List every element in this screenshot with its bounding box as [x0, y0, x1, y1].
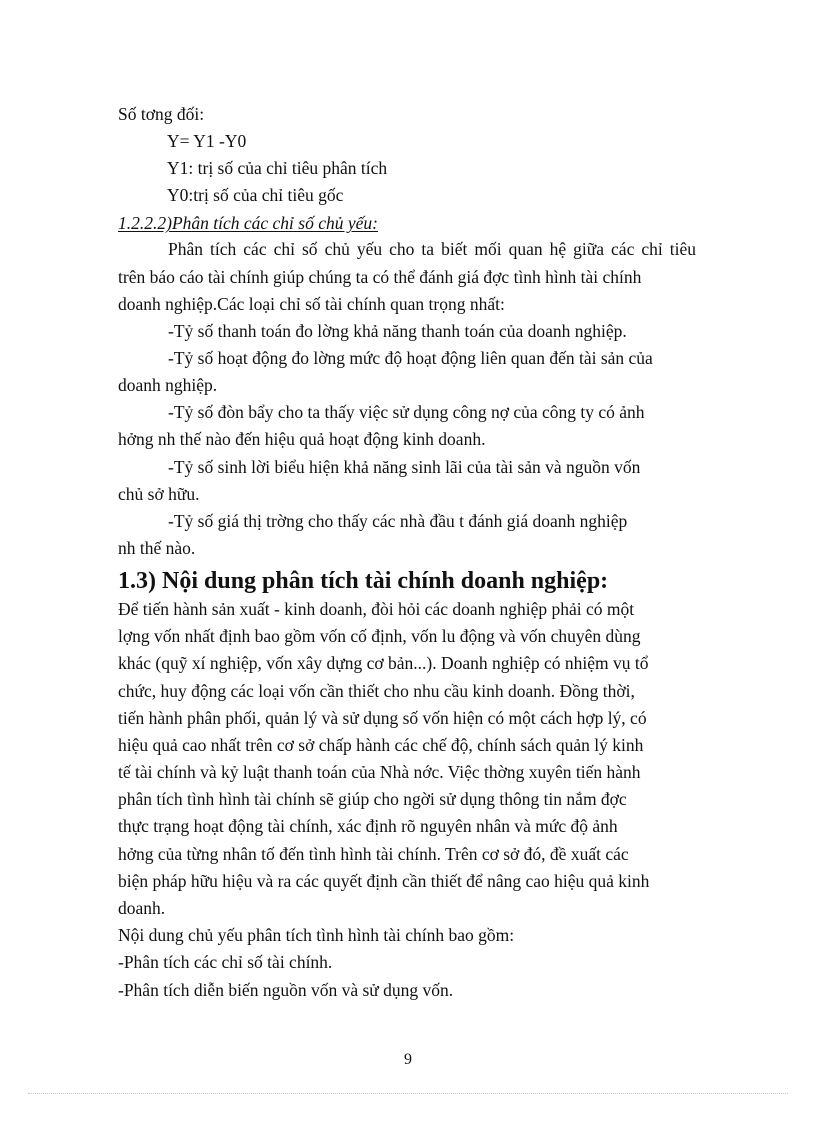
list-item: -Phân tích diễn biến nguồn vốn và sử dụng vốn. — [118, 980, 454, 1000]
bullet-market-ratio-cont: nh thế nào. — [118, 538, 196, 558]
formula-equation: Y= Y1 -Y0 — [167, 131, 247, 151]
intro-line-3: doanh nghiệp.Các loại chỉ số tài chính quan trọng nhất: — [118, 294, 505, 314]
formula-y1-definition: Y1: trị số của chỉ tiêu phân tích — [167, 158, 388, 178]
paragraph-line-1: Để tiến hành sản xuất - kinh doanh, đòi hỏi các doanh nghiệp phải có một — [118, 599, 635, 619]
paragraph-line-6: hiệu quả cao nhất trên cơ sở chấp hành các chế độ, chính sách quản lý kinh — [118, 735, 644, 755]
paragraph-line-11: biện pháp hữu hiệu và ra các quyết định cần thiết để nâng cao hiệu quả kinh — [118, 871, 650, 891]
paragraph-line-8: phân tích tình hình tài chính sẽ giúp cho ngời sử dụng thông tin nắm đợc — [118, 789, 627, 809]
paragraph-line-2: lợng vốn nhất định bao gồm vốn cố định, vốn lu động và vốn chuyên dùng — [118, 626, 641, 646]
paragraph-line-5: tiến hành phân phối, quản lý và sử dụng số vốn hiện có một cách hợp lý, có — [118, 708, 647, 728]
formula-label: Số tơng đối: — [118, 104, 205, 124]
bullet-leverage-ratio: -Tỷ số đòn bẩy cho ta thấy việc sử dụng công nợ của công ty có ảnh — [168, 402, 645, 422]
summary-line: Nội dung chủ yếu phân tích tình hình tài chính bao gồm: — [118, 925, 515, 945]
paragraph-line-9: thực trạng hoạt động tài chính, xác định rõ nguyên nhân và mức độ ảnh — [118, 816, 618, 836]
intro-line-2: trên báo cáo tài chính giúp chúng ta có thể đánh giá đợc tình hình tài chính — [118, 267, 642, 287]
bullet-profitability-ratio: -Tỷ số sinh lời biểu hiện khả năng sinh lãi của tài sản và nguồn vốn — [168, 457, 641, 477]
bullet-leverage-ratio-cont: hởng nh thế nào đến hiệu quả hoạt động kinh doanh. — [118, 429, 486, 449]
bullet-activity-ratio-cont: doanh nghiệp. — [118, 375, 218, 395]
paragraph-line-3: khác (quỹ xí nghiệp, vốn xây dựng cơ bản...). Doanh nghiệp có nhiệm vụ tổ — [118, 653, 649, 673]
section-heading: 1.3) Nội dung phân tích tài chính doanh nghiệp: — [118, 568, 609, 594]
bullet-liquidity-ratio: -Tỷ số thanh toán đo lờng khả năng thanh toán của doanh nghiệp. — [168, 321, 627, 341]
page-number: 9 — [404, 1051, 412, 1068]
intro-line-1: Phân tích các chỉ số chủ yếu cho ta biết mối quan hệ giữa các chỉ tiêu — [168, 239, 696, 259]
bullet-market-ratio: -Tỷ số giá thị trờng cho thấy các nhà đầu t đánh giá doanh nghiệp — [168, 511, 628, 531]
paragraph-line-12: doanh. — [118, 898, 166, 918]
list-item: -Phân tích các chỉ số tài chính. — [118, 952, 333, 972]
footer-divider — [28, 1093, 788, 1094]
paragraph-line-4: chức, huy động các loại vốn cần thiết cho nhu cầu kinh doanh. Đồng thời, — [118, 681, 635, 701]
paragraph-line-7: tế tài chính và kỷ luật thanh toán của Nhà nớc. Việc thờng xuyên tiến hành — [118, 762, 641, 782]
formula-y0-definition: Y0:trị số của chỉ tiêu gốc — [167, 185, 344, 205]
bullet-activity-ratio: -Tỷ số hoạt động đo lờng mức độ hoạt động liên quan đến tài sản của — [168, 348, 653, 368]
bullet-profitability-ratio-cont: chủ sở hữu. — [118, 484, 200, 504]
subsection-heading: 1.2.2.2)Phân tích các chỉ số chủ yếu: — [118, 213, 378, 233]
paragraph-line-10: hởng của từng nhân tố đến tình hình tài chính. Trên cơ sở đó, đề xuất các — [118, 844, 629, 864]
